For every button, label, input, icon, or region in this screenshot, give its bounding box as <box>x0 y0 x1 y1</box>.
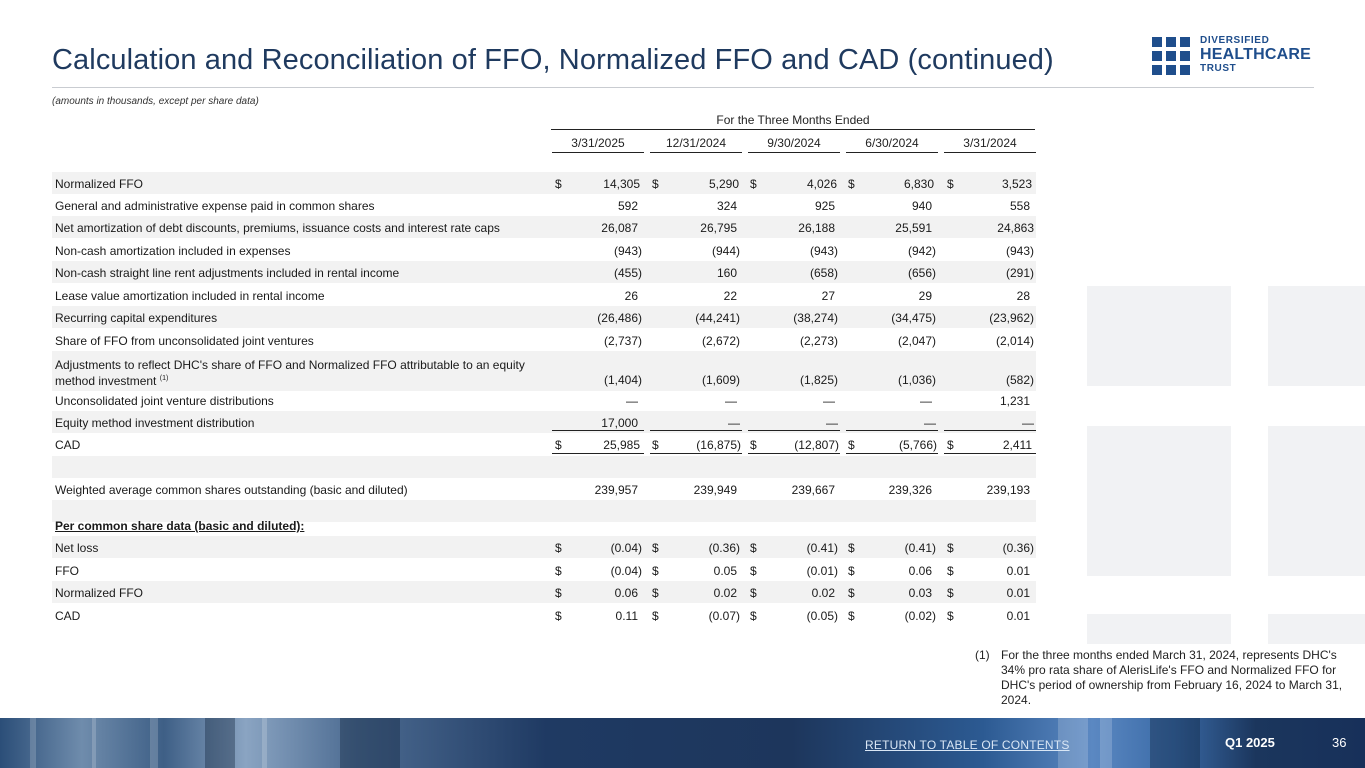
table-row <box>52 216 1036 238</box>
column-header-rule <box>650 152 742 153</box>
row-label: Normalized FFO <box>55 177 144 191</box>
row-label: Normalized FFO <box>55 586 144 600</box>
table-cell: 26,188 <box>798 221 835 235</box>
currency-symbol: $ <box>947 541 954 555</box>
currency-symbol: $ <box>947 177 954 191</box>
period-header-rule <box>551 129 1035 130</box>
table-cell: (1,609) <box>701 373 740 387</box>
table-cell: (943) <box>613 244 642 258</box>
currency-symbol: $ <box>947 609 954 623</box>
row-label: FFO <box>55 564 79 578</box>
logo-line-3: TRUST <box>1200 63 1237 74</box>
logo-grid-icon <box>1152 37 1190 75</box>
row-label: CAD <box>55 438 81 452</box>
table-cell: 592 <box>617 199 638 213</box>
table-row <box>52 581 1036 603</box>
logo-line-2: HEALTHCARE <box>1200 46 1312 63</box>
currency-symbol: $ <box>848 609 855 623</box>
currency-symbol: $ <box>848 438 855 452</box>
section-heading: Per common share data (basic and diluted): <box>55 519 305 533</box>
table-cell: (2,047) <box>897 334 936 348</box>
table-cell: 0.02 <box>811 586 835 600</box>
currency-symbol: $ <box>652 586 659 600</box>
table-cell: 0.06 <box>614 586 638 600</box>
row-label: Adjustments to reflect DHC's share of FFO and Normalized FFO attributable to an equity method investment $^{(1)}$ <box>55 358 525 388</box>
table-cell: 3,523 <box>1001 177 1032 191</box>
currency-symbol: $ <box>652 564 659 578</box>
subtotal-rule <box>944 430 1036 431</box>
table-cell: (943) <box>809 244 838 258</box>
row-label: Net amortization of debt discounts, premiums, issuance costs and interest rate caps <box>55 221 500 235</box>
currency-symbol: $ <box>848 541 855 555</box>
table-cell: (2,672) <box>701 334 740 348</box>
table-cell: (942) <box>907 244 936 258</box>
currency-symbol: $ <box>555 177 562 191</box>
row-label: Weighted average common shares outstanding (basic and diluted) <box>55 483 408 497</box>
table-cell: (2,737) <box>603 334 642 348</box>
column-header-rule <box>552 152 644 153</box>
table-cell: 239,957 <box>594 483 638 497</box>
currency-symbol: $ <box>750 177 757 191</box>
table-row <box>52 329 1036 351</box>
table-cell: — <box>920 394 932 408</box>
table-cell: 239,193 <box>986 483 1030 497</box>
page-title: Calculation and Reconciliation of FFO, Normalized FFO and CAD (continued) <box>52 44 1054 76</box>
table-row <box>52 172 1036 194</box>
currency-symbol: $ <box>848 586 855 600</box>
decorative-panel <box>1087 286 1231 386</box>
table-cell: 0.01 <box>1006 564 1030 578</box>
table-cell: (943) <box>1005 244 1034 258</box>
table-cell: (0.05) <box>806 609 838 623</box>
table-cell: (2,273) <box>799 334 838 348</box>
table-row <box>52 604 1036 626</box>
table-row <box>52 514 1036 536</box>
table-cell: (26,486) <box>597 311 642 325</box>
row-label: CAD <box>55 609 81 623</box>
currency-symbol: $ <box>652 541 659 555</box>
table-cell: 239,949 <box>693 483 737 497</box>
row-label: Non-cash amortization included in expenses <box>55 244 291 258</box>
currency-symbol: $ <box>555 609 562 623</box>
column-header: 3/31/2025 <box>571 136 625 150</box>
column-header-rule <box>748 152 840 153</box>
table-cell: (0.01) <box>806 564 838 578</box>
subtotal-rule <box>650 430 742 431</box>
currency-symbol: $ <box>947 564 954 578</box>
currency-symbol: $ <box>750 586 757 600</box>
table-cell: (0.02) <box>904 609 936 623</box>
table-cell: 925 <box>814 199 835 213</box>
table-cell: (944) <box>711 244 740 258</box>
currency-symbol: $ <box>848 564 855 578</box>
table-cell: — <box>823 394 835 408</box>
table-cell: 0.03 <box>908 586 932 600</box>
logo-line-1: DIVERSIFIED <box>1200 35 1270 46</box>
row-label: Net loss <box>55 541 99 555</box>
table-cell: 324 <box>716 199 737 213</box>
currency-symbol: $ <box>848 177 855 191</box>
table-row <box>52 478 1036 500</box>
row-label: General and administrative expense paid in common shares <box>55 199 375 213</box>
table-row <box>52 194 1036 216</box>
table-cell: — <box>725 394 737 408</box>
table-cell: 24,863 <box>997 221 1034 235</box>
subtotal-rule <box>748 430 840 431</box>
row-label: Lease value amortization included in rental income <box>55 289 325 303</box>
table-cell: 26 <box>624 289 638 303</box>
table-cell: (12,807) <box>794 438 839 452</box>
table-cell: (16,875) <box>696 438 741 452</box>
decorative-panel <box>1087 614 1231 644</box>
table-cell: (0.07) <box>708 609 740 623</box>
spacer-row <box>52 456 1036 478</box>
period-header: For the Three Months Ended <box>716 113 870 127</box>
currency-symbol: $ <box>555 564 562 578</box>
currency-symbol: $ <box>652 609 659 623</box>
currency-symbol: $ <box>652 177 659 191</box>
column-header: 12/31/2024 <box>665 136 727 150</box>
footnote-number: (1) <box>975 648 990 662</box>
table-row <box>52 306 1036 328</box>
footnote-marker: (1) <box>159 375 169 382</box>
table-cell: 26,795 <box>700 221 737 235</box>
table-cell: — <box>626 394 638 408</box>
currency-symbol: $ <box>750 609 757 623</box>
table-cell: (23,962) <box>989 311 1034 325</box>
table-cell: (0.36) <box>1002 541 1034 555</box>
column-header-rule <box>846 152 938 153</box>
table-cell: 26,087 <box>601 221 638 235</box>
table-row <box>52 559 1036 581</box>
table-cell: 0.01 <box>1006 609 1030 623</box>
table-cell: (5,766) <box>898 438 937 452</box>
table-cell: (455) <box>613 266 642 280</box>
table-cell: 160 <box>716 266 737 280</box>
table-cell: 28 <box>1016 289 1030 303</box>
subtotal-rule <box>552 430 644 431</box>
currency-symbol: $ <box>750 564 757 578</box>
currency-symbol: $ <box>555 586 562 600</box>
row-label: Unconsolidated joint venture distributions <box>55 394 274 408</box>
table-cell: 0.02 <box>713 586 737 600</box>
title-divider <box>52 87 1314 88</box>
column-header: 6/30/2024 <box>865 136 919 150</box>
table-cell: 5,290 <box>708 177 739 191</box>
table-cell: — <box>826 416 838 430</box>
company-logo <box>1152 36 1322 76</box>
currency-symbol: $ <box>555 438 562 452</box>
page-number: 36 <box>1332 735 1347 750</box>
table-cell: 0.06 <box>908 564 932 578</box>
table-cell: (0.04) <box>610 541 642 555</box>
currency-symbol: $ <box>750 541 757 555</box>
footer-banner <box>0 718 1365 768</box>
table-row <box>52 351 1036 391</box>
table-cell: (658) <box>809 266 838 280</box>
table-cell: (1,036) <box>897 373 936 387</box>
table-row <box>52 536 1036 558</box>
table-cell: (656) <box>907 266 936 280</box>
table-cell: 0.05 <box>713 564 737 578</box>
table-cell: (291) <box>1005 266 1034 280</box>
row-label: Non-cash straight line rent adjustments included in rental income <box>55 266 400 280</box>
table-row <box>52 239 1036 261</box>
table-cell: (44,241) <box>695 311 740 325</box>
table-cell: (34,475) <box>891 311 936 325</box>
table-cell: 6,830 <box>903 177 934 191</box>
column-header: 3/31/2024 <box>963 136 1017 150</box>
table-cell: (0.41) <box>904 541 936 555</box>
table-cell: 239,667 <box>791 483 835 497</box>
table-cell: 22 <box>723 289 737 303</box>
table-cell: 940 <box>911 199 932 213</box>
table-cell: 14,305 <box>603 177 640 191</box>
table-cell: (582) <box>1005 373 1034 387</box>
table-cell: — <box>924 416 936 430</box>
table-cell: (2,014) <box>995 334 1034 348</box>
table-cell: (1,404) <box>603 373 642 387</box>
column-header-rule <box>944 152 1036 153</box>
table-cell: (0.04) <box>610 564 642 578</box>
table-row <box>52 389 1036 411</box>
units-note: (amounts in thousands, except per share data) <box>52 96 259 107</box>
row-label: Recurring capital expenditures <box>55 311 218 325</box>
table-cell: 4,026 <box>806 177 837 191</box>
decorative-panel <box>1087 426 1231 576</box>
table-row <box>52 261 1036 283</box>
subtotal-rule <box>846 430 938 431</box>
table-cell: (0.41) <box>806 541 838 555</box>
table-cell: 2,411 <box>1002 438 1032 452</box>
table-row <box>52 433 1036 455</box>
currency-symbol: $ <box>652 438 659 452</box>
currency-symbol: $ <box>947 586 954 600</box>
row-label: Share of FFO from unconsolidated joint ventures <box>55 334 314 348</box>
table-cell: 17,000 <box>601 416 638 430</box>
table-cell: 0.11 <box>615 609 638 623</box>
table-cell: 25,591 <box>895 221 932 235</box>
table-row <box>52 284 1036 306</box>
decorative-panel <box>1268 614 1365 644</box>
currency-symbol: $ <box>555 541 562 555</box>
currency-symbol: $ <box>947 438 954 452</box>
decorative-panel <box>1268 426 1365 576</box>
return-to-toc-link[interactable]: RETURN TO TABLE OF CONTENTS <box>865 738 1070 752</box>
currency-symbol: $ <box>750 438 757 452</box>
row-label: Equity method investment distribution <box>55 416 255 430</box>
table-cell: (38,274) <box>793 311 838 325</box>
table-cell: 27 <box>821 289 835 303</box>
table-cell: (0.36) <box>708 541 740 555</box>
decorative-panel <box>1268 286 1365 386</box>
column-header: 9/30/2024 <box>767 136 821 150</box>
table-cell: 0.01 <box>1006 586 1030 600</box>
table-cell: 1,231 <box>999 394 1030 408</box>
table-cell: (1,825) <box>799 373 838 387</box>
quarter-label: Q1 2025 <box>1225 735 1275 750</box>
table-cell: 29 <box>918 289 932 303</box>
table-cell: — <box>728 416 740 430</box>
footnote-text: For the three months ended March 31, 2024, represents DHC's 34% pro rata share of AlerisLife's FFO and Normalized FFO for DHC's period of ownership from February 16, 2024 to March 31, 2024. <box>1001 648 1343 707</box>
table-cell: — <box>1022 416 1034 430</box>
table-cell: 25,985 <box>603 438 640 452</box>
table-cell: 239,326 <box>888 483 932 497</box>
table-cell: 558 <box>1009 199 1030 213</box>
